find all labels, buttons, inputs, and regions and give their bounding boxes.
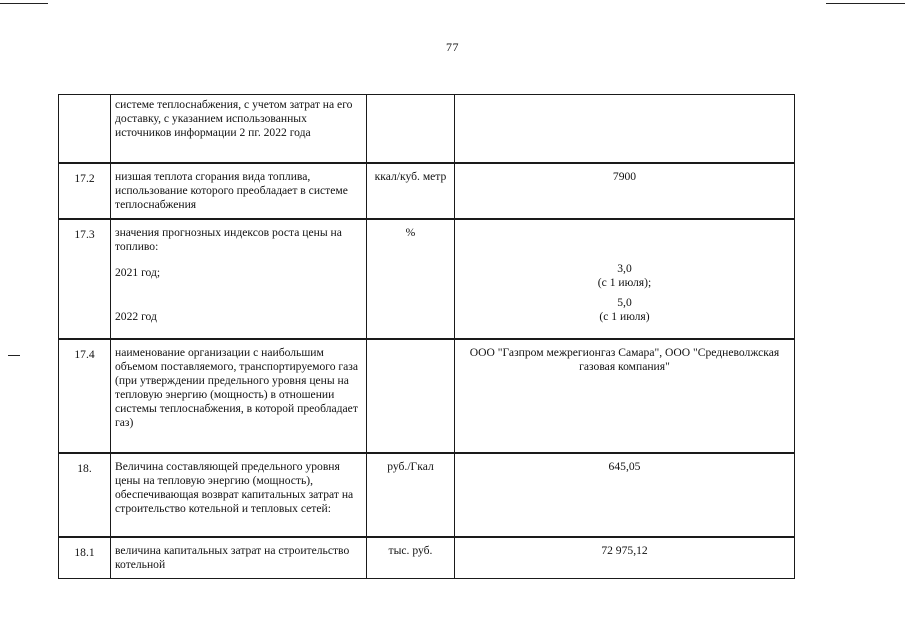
sub-row-note: (с 1 июля) (599, 309, 650, 323)
table-row (59, 219, 795, 339)
row-unit (367, 339, 455, 453)
row-number: 17.3 (59, 219, 111, 339)
row-description: величина капитальных затрат на строительство котельной (111, 537, 367, 579)
scan-mark-top-right (826, 3, 905, 4)
row-description: наименование организации с наибольшим объемом поставляемого, транспортируемого газа (при утверждении предельного уровня цены на тепловую энергию (мощность) в отношении системы теплоснабжения, в которой преобладает газ) (111, 339, 367, 453)
row-unit: % (367, 219, 455, 339)
page-number: 77 (446, 40, 459, 54)
row-number: 17.4 (59, 339, 111, 453)
row-value: 72 975,12 (455, 537, 795, 579)
row-description: Величина составляющей предельного уровня цены на тепловую энергию (мощность), обеспечивающая возврат капитальных затрат на строительство котельной и тепловых сетей: (111, 453, 367, 537)
sub-row-note: (с 1 июля); (597, 275, 652, 289)
row-value: 645,05 (455, 453, 795, 537)
row-value: ООО "Газпром межрегионгаз Самара", ООО "Средневолжская газовая компания" (455, 339, 795, 453)
row-unit: руб./Гкал (367, 453, 455, 537)
row-number: 18.1 (59, 537, 111, 579)
table-row (59, 339, 795, 453)
table-row (59, 537, 795, 579)
row-description-text: значения прогнозных индексов роста цены на топливо: (115, 225, 342, 253)
table-row (59, 453, 795, 537)
row-unit: тыс. руб. (367, 537, 455, 579)
table-row (59, 95, 795, 163)
row-description: системе теплоснабжения, с учетом затрат на его доставку, с указанием использованных источников информации 2 пг. 2022 года (111, 95, 367, 163)
row-value (455, 219, 795, 339)
row-description (111, 219, 367, 339)
row-value (455, 95, 795, 163)
sub-row-label: 2021 год; (115, 265, 161, 279)
row-number (59, 95, 111, 163)
row-description: низшая теплота сгорания вида топлива, использование которого преобладает в системе теплоснабжения (111, 163, 367, 219)
table-row (59, 163, 795, 219)
sub-row-value: 5,0 (617, 295, 632, 309)
scan-mark-top-left (0, 3, 48, 4)
row-value: 7900 (455, 163, 795, 219)
row-unit: ккал/куб. метр (367, 163, 455, 219)
scan-mark-left (8, 355, 20, 356)
row-number: 18. (59, 453, 111, 537)
row-unit (367, 95, 455, 163)
sub-row-value: 3,0 (617, 261, 632, 275)
row-number: 17.2 (59, 163, 111, 219)
tariff-table (58, 94, 795, 579)
sub-row-label: 2022 год (115, 309, 157, 323)
